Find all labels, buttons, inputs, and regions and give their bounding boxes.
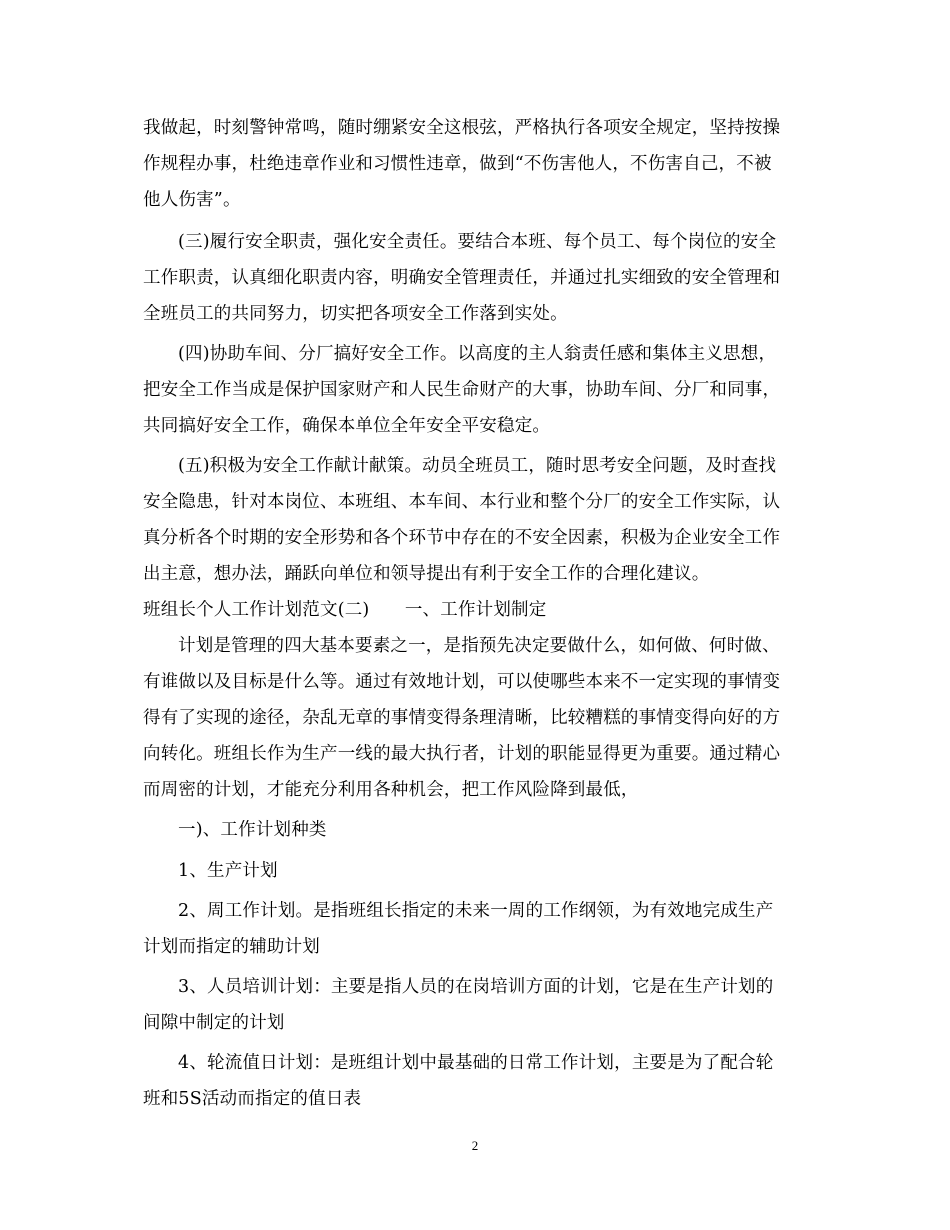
text-line: 向转化。班组长作为生产一线的最大执行者，计划的职能显得更为重要。通过精心	[143, 744, 781, 764]
text-line: 有谁做以及目标是什么等。通过有效地计划，可以使哪些本来不一定实现的事情变	[143, 672, 781, 692]
text-line: 作规程办事，杜绝违章作业和习惯性违章，做到“不伤害他人，不伤害自己，不被	[143, 154, 772, 174]
text-line: 安全隐患，针对本岗位、本班组、本车间、本行业和整个分厂的安全工作实际，认	[143, 492, 781, 512]
text-line: 共同搞好安全工作，确保本单位全年安全平安稳定。	[143, 416, 551, 436]
page-number: 2	[471, 1138, 479, 1153]
text-line: 真分析各个时期的安全形势和各个环节中存在的不安全因素，积极为企业安全工作	[143, 528, 781, 548]
list-item-line: 3、人员培训计划：主要是指人员的在岗培训方面的计划，它是在生产计划的	[178, 977, 774, 997]
list-item-line: 1、生产计划	[178, 861, 278, 881]
text-line: 间隙中制定的计划	[143, 1013, 285, 1033]
text-line: 把安全工作当成是保护国家财产和人民生命财产的大事，协助车间、分厂和同事，	[143, 380, 781, 400]
text-line: 出主意，想办法，踊跃向单位和领导提出有利于安全工作的合理化建议。	[143, 564, 710, 584]
list-item-line: 2、周工作计划。是指班组长指定的未来一周的工作纲领，为有效地完成生产	[178, 901, 774, 921]
paragraph-start-line: 计划是管理的四大基本要素之一，是指预先决定要做什么，如何做、何时做、	[178, 636, 780, 656]
text-line: 他人伤害”。	[143, 190, 241, 210]
paragraph-start-line: (四)协助车间、分厂搞好安全工作。以高度的主人翁责任感和集体主义思想，	[178, 344, 777, 364]
text-line: 全班员工的共同努力，切实把各项安全工作落到实处。	[143, 304, 568, 324]
paragraph-start-line: (五)积极为安全工作献计献策。动员全班员工，随时思考安全问题，及时查找	[178, 456, 777, 476]
text-line: 班和5S活动而指定的值日表	[143, 1089, 362, 1109]
text-line: 我做起，时刻警钟常鸣，随时绷紧安全这根弦，严格执行各项安全规定，坚持按操	[143, 118, 781, 138]
text-line: 计划而指定的辅助计划	[143, 937, 320, 957]
subheading-line: 一)、工作计划种类	[178, 820, 327, 840]
text-line: 得有了实现的途径，杂乱无章的事情变得条理清晰，比较糟糕的事情变得向好的方	[143, 708, 781, 728]
text-line: 而周密的计划，才能充分利用各种机会，把工作风险降到最低，	[143, 780, 639, 800]
text-line: 工作职责，认真细化职责内容，明确安全管理责任，并通过扎实细致的安全管理和	[143, 268, 781, 288]
section-heading-line: 班组长个人工作计划范文(二) 一、工作计划制定	[143, 600, 547, 620]
paragraph-start-line: (三)履行安全职责，强化安全责任。要结合本班、每个员工、每个岗位的安全	[178, 232, 777, 252]
list-item-line: 4、轮流值日计划：是班组计划中最基础的日常工作计划，主要是为了配合轮	[178, 1053, 774, 1073]
